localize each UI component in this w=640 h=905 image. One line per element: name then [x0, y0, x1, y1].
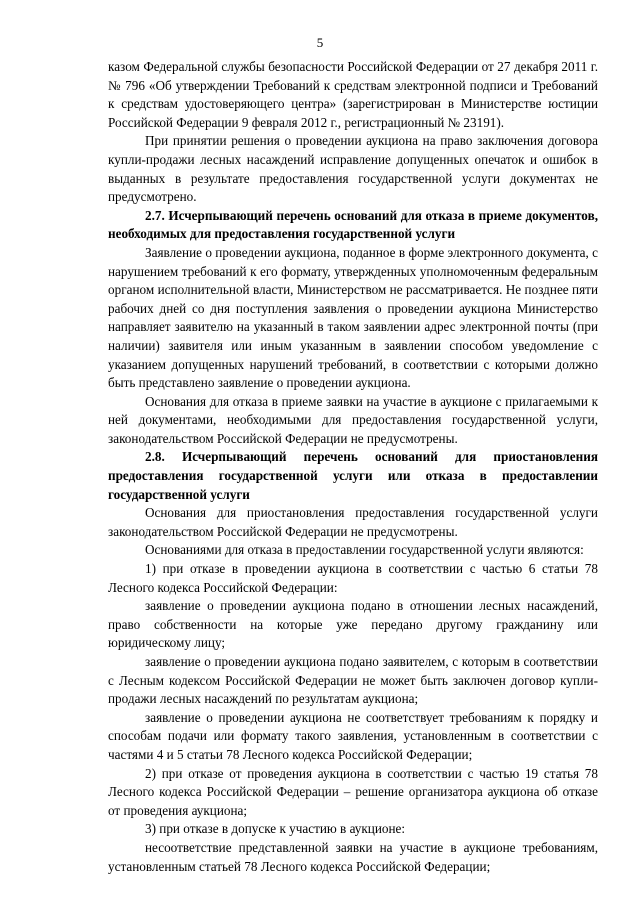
list-item: заявление о проведении аукциона подано в отношении лесных насаждений, право собственности на которые уже передано другому гражданину или юридическому лицу;: [108, 598, 598, 651]
paragraph-continuation: казом Федеральной службы безопасности Российской Федерации от 27 декабря 2011 г. № 796 «Об утверждении Требований к средствам электронной подписи и Требований к средствам удостоверяющего центра» (зарегистрирован в Министерстве юстиции Российской Федерации 9 февраля 2012 г., регистрационный № 23191).: [108, 59, 598, 130]
document-body: [108, 58, 598, 876]
paragraph: При принятии решения о проведении аукциона на право заключения договора купли-продажи лесных насаждений исправление допущенных опечаток и ошибок в выданных в результате предоставления государственной услуги документах не предусмотрено.: [108, 133, 598, 205]
list-item: 2) при отказе от проведения аукциона в соответствии с частью 19 статья 78 Лесного кодекса Российской Федерации – решение организатора аукциона об отказе от проведения аукциона;: [108, 765, 598, 818]
list-item: 3) при отказе в допуске к участию в аукционе:: [145, 821, 406, 837]
section-heading-2-8: 2.8. Исчерпывающий перечень оснований для приостановления предоставления государственной услуги или отказа в предоставлении государственной услуги: [108, 449, 598, 502]
paragraph: Основания для отказа в приеме заявки на участие в аукционе с прилагаемыми к ней документами, необходимыми для предоставления государственной услуги, законодательством Российской Федерации не предусмотрены.: [108, 393, 598, 446]
list-item: 1) при отказе в проведении аукциона в соответствии с частью 6 статьи 78 Лесного кодекса Российской Федерации:: [108, 561, 598, 595]
paragraph: Заявление о проведении аукциона, поданное в форме электронного документа, с нарушением требований к его формату, утвержденных уполномоченным федеральным органом исполнительной власти, Министерством не рассматривается. Не позднее пяти рабочих дней со дня поступления заявления о проведении аукциона Министерство направляет заявителю на указанный в таком заявлении адрес электронной почты (при наличии) заявителя или иным указанным в заявлении способом уведомление с указанием допущенных нарушений требований, в соответствии с которыми должно быть представлено заявление о проведении аукциона.: [108, 244, 598, 391]
list-item: заявление о проведении аукциона подано заявителем, с которым в соответствии с Лесным кодексом Российской Федерации не может быть заключен договор купли-продажи лесных насаждений по результатам аукциона;: [108, 654, 598, 707]
list-item: заявление о проведении аукциона не соответствует требованиям к порядку и способам подачи или формату такого заявления, установленным в соответствии с частями 4 и 5 статьи 78 Лесного кодекса Российской Федерации;: [108, 709, 598, 762]
list-item: несоответствие представленной заявки на участие в аукционе требованиям, установленным статьей 78 Лесного кодекса Российской Федерации;: [108, 839, 598, 874]
paragraph: Основаниями для отказа в предоставлении государственной услуги являются:: [145, 542, 584, 558]
paragraph: Основания для приостановления предоставления государственной услуги законодательством Российской Федерации не предусмотрены.: [108, 505, 598, 539]
section-heading-2-7: 2.7. Исчерпывающий перечень оснований для отказа в приеме документов, необходимых для предоставления государственной услуги: [108, 207, 598, 242]
page-number: 5: [316, 35, 324, 50]
